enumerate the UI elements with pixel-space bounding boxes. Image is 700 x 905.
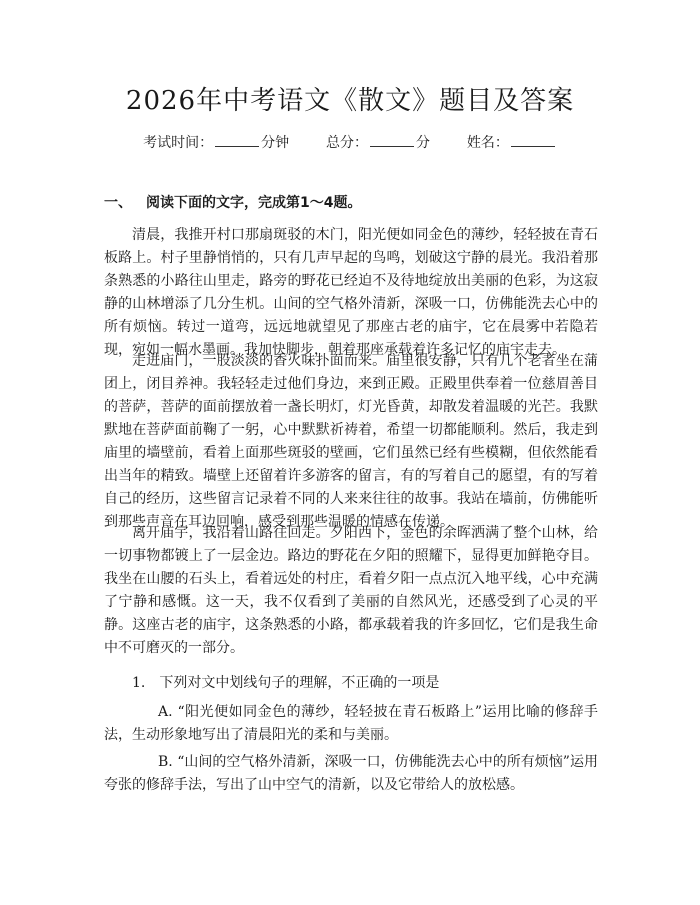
- question-1: [132, 672, 439, 695]
- section-number: 一、: [104, 195, 132, 211]
- time-blank: [215, 134, 259, 147]
- question-number: 1.: [132, 675, 146, 691]
- passage-paragraph-1: 清晨，我推开村口那扇斑驳的木门，阳光便如同金色的薄纱，轻轻披在青石板路上。村子里静悄悄的，只有几声早起的鸟鸣，划破这宁静的晨光。我沿着那条熟悉的小路往山里走，路旁的野花已经迫不及待地绽放出美丽的色彩，为这寂静的山林增添了几分生机。山间的空气格外清新，深吸一口，仿佛能洗去心中的所有烦恼。转过一道弯，远远地就望见了那座古老的庙宇，它在晨雾中若隐若现，宛如一幅水墨画。我加快脚步，朝着那座承载着许多记忆的庙宇走去。: [104, 227, 598, 358]
- score-unit: 分: [416, 135, 430, 151]
- passage-paragraph-3: 离开庙宇，我沿着山路往回走。夕阳西下，金色的余晖洒满了整个山林，给一切事物都镀上了一层金边。路边的野花在夕阳的照耀下，显得更加鲜艳夺目。我坐在山腰的石头上，看着远处的村庄，看着夕阳一点点沉入地平线，心中充满了宁静和感慨。这一天，我不仅看到了美丽的自然风光，还感受到了心灵的平静。这座古老的庙宇，这条熟悉的小路，都承载着我的许多回忆，它们是我生命中不可磨灭的一部分。: [104, 525, 598, 656]
- score-blank: [370, 134, 414, 147]
- section-instruction: 阅读下面的文字，完成第1～4题。: [146, 195, 362, 211]
- name-label: 姓名：: [466, 135, 509, 151]
- question-stem: 下列对文中划线句子的理解，不正确的一项是: [159, 675, 440, 691]
- name-blank: [511, 134, 555, 147]
- passage-paragraph-2: 走进庙门，一股淡淡的香火味扑面而来。庙里很安静，只有几个老者坐在蒲团上，闭目养神。我轻轻走过他们身边，来到正殿。正殿里供奉着一位慈眉善目的菩萨，菩萨的面前摆放着一盏长明灯，灯光昏黄，却散发着温暖的光芒。我默默地在菩萨面前鞠了一躬，心中默默祈祷着，希望一切都能顺利。然后，我走到庙里的墙壁前，看着上面那些斑驳的壁画，它们虽然已经有些模糊，但依然能看出当年的精致。墙壁上还留着许多游客的留言，有的写着自己的愿望，有的写着自己的经历，这些留言记录着不同的人来来往往的故事。我站在墙前，仿佛能听到那些声音在耳边回响，感受到那些温暖的情感在传递。: [104, 353, 598, 530]
- time-unit: 分钟: [261, 135, 290, 151]
- score-label: 总分：: [326, 135, 368, 151]
- time-label: 考试时间：: [143, 135, 214, 151]
- option-a: A. “阳光便如同金色的薄纱，轻轻披在青石板路上”运用比喻的修辞手法，生动形象地写出了清晨阳光的柔和与美丽。: [104, 704, 598, 743]
- section-heading: [104, 192, 604, 212]
- page-title: 2026年中考语文《散文》题目及答案: [125, 86, 575, 116]
- option-b: B. “山间的空气格外清新，深吸一口，仿佛能洗去心中的所有烦恼”运用夸张的修辞手法，写出了山中空气的清新，以及它带给人的放松感。: [104, 754, 598, 793]
- exam-meta-line: [0, 132, 700, 152]
